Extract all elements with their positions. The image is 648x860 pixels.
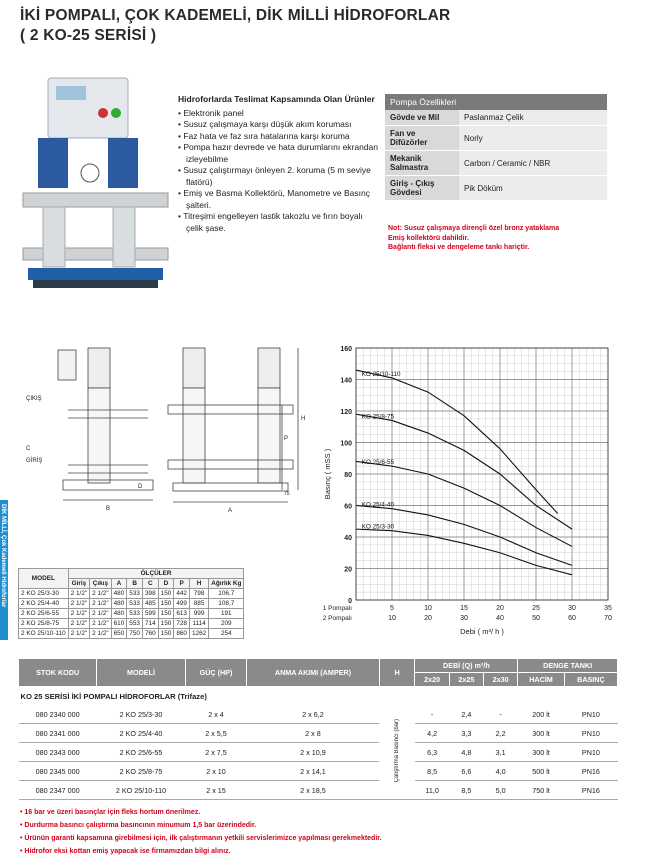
stock-cell: 8,5 <box>415 762 449 781</box>
series-label: KO 25/3-30 <box>361 523 394 531</box>
stock-cell: 6,3 <box>415 743 449 762</box>
dims-cell: 398 <box>142 589 158 599</box>
stock-cell: 080 2340 000 <box>19 705 97 724</box>
scope-item: • Titreşimi engelleyen lastik takozlu ve fırın boyalı çelik şase. <box>178 211 378 234</box>
stock-cell: 080 2345 000 <box>19 762 97 781</box>
dims-cell: 2 1/2" <box>90 609 111 619</box>
stock-cell: 3,3 <box>449 724 483 743</box>
x-tick-label-2: 50 <box>532 615 540 622</box>
dims-cell: 254 <box>209 629 244 639</box>
scope-heading: Hidroforlarda Teslimat Kapsamında Olan Ürünler <box>178 94 375 104</box>
dims-cell: 714 <box>142 619 158 629</box>
dims-cell: 108,7 <box>209 599 244 609</box>
stock-cell: 8,5 <box>449 781 483 800</box>
x-tick-label-2: 40 <box>496 615 504 622</box>
spec-value: Norly <box>459 126 607 151</box>
x-tick-label-1: 25 <box>532 605 540 612</box>
dims-cell: 860 <box>174 629 190 639</box>
page-title: İKİ POMPALI, ÇOK KADEMELİ, DİK MİLLİ HİDROFORLAR ( 2 KO-25 SERİSİ ) <box>20 7 451 44</box>
scope-item: • Emiş ve Basma Kollektörü, Manometre ve Basınç şalteri. <box>178 188 378 211</box>
stock-cell: 2 x 18,5 <box>247 781 379 800</box>
spec-key: Fan ve Difüzörler <box>385 126 459 151</box>
stock-cell: 2 x 10 <box>185 762 247 781</box>
dims-cell: 480 <box>111 589 127 599</box>
dims-model-header: MODEL <box>19 569 69 589</box>
stock-header-code: STOK KODU <box>19 659 97 687</box>
stock-vertical-label <box>379 705 415 800</box>
spec-header: Pompa Özellikleri <box>385 94 607 110</box>
stock-cell: 2 KO 25/8-75 <box>97 762 185 781</box>
dims-cell: 106,7 <box>209 589 244 599</box>
x-tick-label-2: 70 <box>604 615 612 622</box>
stock-cell: 3,1 <box>483 743 517 762</box>
stock-cell: PN10 <box>564 724 617 743</box>
stock-cell: - <box>415 705 449 724</box>
x-tick-label-1: 35 <box>604 605 612 612</box>
dims-cell: 610 <box>111 619 127 629</box>
stock-header-current: ANMA AKIMI (AMPER) <box>247 659 379 687</box>
dims-cell: 150 <box>158 619 174 629</box>
stock-header-2x30: 2x30 <box>483 673 517 687</box>
dims-group-header: ÖLÇÜLER <box>68 569 244 579</box>
dims-cell: 533 <box>127 589 143 599</box>
stock-cell: PN16 <box>564 762 617 781</box>
dims-cell: 2 1/2" <box>68 599 89 609</box>
stock-header-power: GÜÇ (HP) <box>185 659 247 687</box>
stock-cell: 200 lt <box>518 705 565 724</box>
footnote: • Durdurma basıncı çalıştırma basıncının minumum 1,5 bar üzerindedir. <box>20 822 257 829</box>
stock-cell: 2 KO 25/4-40 <box>97 724 185 743</box>
spec-key: Mekanik Salmastra <box>385 151 459 176</box>
scope-item: • Susuz çalışmaya karşı düşük akım koruması <box>178 119 378 131</box>
stock-cell: PN16 <box>564 781 617 800</box>
x-tick-label-1: 10 <box>424 605 432 612</box>
dims-cell: 209 <box>209 619 244 629</box>
dims-cell: 2 KO 25/10-110 <box>19 629 69 639</box>
stock-vertical-text: Çalıştırma Basıncı (bar) <box>394 719 401 783</box>
dims-cell: 650 <box>111 629 127 639</box>
dims-cell: 150 <box>158 609 174 619</box>
dims-cell: 553 <box>127 619 143 629</box>
label-75: 75 <box>284 491 290 497</box>
series-label: KO 25/10-110 <box>361 370 401 378</box>
x-tick-label-2: 60 <box>568 615 576 622</box>
table-row <box>19 762 618 781</box>
y-tick-label: 0 <box>348 598 352 605</box>
x-tick-label-1: 15 <box>460 605 468 612</box>
spec-key: Gövde ve Mil <box>385 110 459 126</box>
stock-header-tank: DENGE TANKI <box>518 659 618 673</box>
stock-cell: 2 x 6,2 <box>247 705 379 724</box>
stock-cell: 300 lt <box>518 724 565 743</box>
performance-chart <box>320 338 620 643</box>
stock-cell: 2 x 5,5 <box>185 724 247 743</box>
dims-col-header: P <box>174 579 190 589</box>
stock-cell: 2 KO 25/3-30 <box>97 705 185 724</box>
dims-cell: 2 1/2" <box>68 589 89 599</box>
x-tick-label-2: 30 <box>460 615 468 622</box>
label-giris: GİRİŞ <box>26 458 43 464</box>
label-C: C <box>26 446 31 452</box>
spec-value: Carbon / Ceramic / NBR <box>459 151 607 176</box>
dims-cell: 885 <box>189 599 208 609</box>
stock-cell: 300 lt <box>518 743 565 762</box>
pump-spec-table <box>385 94 607 201</box>
label-P: P <box>284 436 289 442</box>
dims-cell: 2 1/2" <box>90 619 111 629</box>
table-row <box>19 781 618 800</box>
stock-cell: 080 2343 000 <box>19 743 97 762</box>
stock-cell: 080 2341 000 <box>19 724 97 743</box>
dims-cell: 150 <box>158 599 174 609</box>
dims-cell: 798 <box>189 589 208 599</box>
dims-col-header: H <box>189 579 208 589</box>
stock-cell: 4,2 <box>415 724 449 743</box>
dims-cell: 613 <box>174 609 190 619</box>
label-B: B <box>106 506 111 512</box>
stock-cell: 5,0 <box>483 781 517 800</box>
dims-cell: 2 KO 25/6-55 <box>19 609 69 619</box>
stock-cell: 11,0 <box>415 781 449 800</box>
stock-header-model: MODELİ <box>97 659 185 687</box>
x-tick-label-2: 10 <box>388 615 396 622</box>
stock-cell: 2 KO 25/6-55 <box>97 743 185 762</box>
x-axis-1-label: 1 Pompalı <box>322 605 352 612</box>
x-tick-label-1: 20 <box>496 605 504 612</box>
stock-header-2x25: 2x25 <box>449 673 483 687</box>
dims-cell: 2 1/2" <box>68 609 89 619</box>
dims-cell: 599 <box>142 609 158 619</box>
dims-cell: 150 <box>158 589 174 599</box>
dims-cell: 480 <box>111 609 127 619</box>
dims-cell: 2 KO 25/3-30 <box>19 589 69 599</box>
table-row <box>19 705 618 724</box>
table-row <box>19 599 244 609</box>
y-tick-label: 80 <box>344 472 352 479</box>
series-label: KO 25/6-55 <box>361 459 394 467</box>
table-row <box>19 629 244 639</box>
stock-series-title: KO 25 SERİSİ İKİ POMPALI HİDROFORLAR (Trifaze) <box>20 691 207 701</box>
spec-key: Giriş - Çıkış Gövdesi <box>385 176 459 201</box>
y-tick-label: 20 <box>344 566 352 574</box>
dims-cell: 2 1/2" <box>68 619 89 629</box>
stock-header-2x20: 2x20 <box>415 673 449 687</box>
stock-cell: - <box>483 705 517 724</box>
stock-cell: 2 x 10,9 <box>247 743 379 762</box>
dims-cell: 533 <box>127 599 143 609</box>
dims-col-header: D <box>158 579 174 589</box>
dims-col-header: A <box>111 579 127 589</box>
stock-cell: 080 2347 000 <box>19 781 97 800</box>
dims-cell: 533 <box>127 609 143 619</box>
dims-cell: 191 <box>209 609 244 619</box>
dims-col-header: Ağırlık Kg <box>209 579 244 589</box>
dims-cell: 1262 <box>189 629 208 639</box>
dims-cell: 2 KO 25/8-75 <box>19 619 69 629</box>
y-tick-label: 60 <box>344 503 352 511</box>
stock-cell: PN10 <box>564 743 617 762</box>
table-row <box>19 724 618 743</box>
dimensions-table <box>18 568 244 639</box>
series-label: KO 25/4-40 <box>361 501 394 509</box>
y-tick-label: 140 <box>340 377 352 385</box>
footnotes <box>20 806 620 858</box>
series-label: KO 25/8-75 <box>361 413 394 421</box>
dims-cell: 2 1/2" <box>90 629 111 639</box>
delivery-scope <box>178 94 378 234</box>
table-row <box>19 609 244 619</box>
dims-col-header: B <box>127 579 143 589</box>
stock-cell: 2 x 4 <box>185 705 247 724</box>
stock-header-h: H <box>379 659 415 687</box>
label-cikis: ÇIKIŞ <box>26 396 42 402</box>
technical-drawing <box>18 340 318 520</box>
x-tick-label-1: 30 <box>568 605 576 612</box>
dims-cell: 728 <box>174 619 190 629</box>
stock-cell: 2 x 15 <box>185 781 247 800</box>
stock-cell: 2 x 8 <box>247 724 379 743</box>
stock-table <box>18 658 618 800</box>
label-H: H <box>301 416 306 422</box>
dims-cell: 480 <box>111 599 127 609</box>
stock-cell: 4,8 <box>449 743 483 762</box>
dims-col-header: C <box>142 579 158 589</box>
stock-cell: 4,0 <box>483 762 517 781</box>
stock-cell: 2,2 <box>483 724 517 743</box>
spec-value: Pik Döküm <box>459 176 607 201</box>
y-axis-title: Basınç ( mSS ) <box>323 448 332 500</box>
y-tick-label: 100 <box>340 440 352 448</box>
stock-cell: 6,6 <box>449 762 483 781</box>
table-row <box>19 619 244 629</box>
y-tick-label: 120 <box>340 409 352 416</box>
stock-header-pressure: BASINÇ <box>564 673 617 687</box>
footnote: • Hidrofor eksi kottan emiş yapacak ise firmamızdan bilgi alınız. <box>20 848 231 855</box>
side-tab: DİK MİLLİ, Çok Kademeli Hidroforlar <box>0 500 8 640</box>
x-axis-title: Debi ( m³/ h ) <box>460 627 504 636</box>
stock-header-flow: DEBİ (Q) m³/h <box>415 659 518 673</box>
stock-cell: PN10 <box>564 705 617 724</box>
dims-cell: 2 1/2" <box>90 589 111 599</box>
scope-item: • Faz hata ve faz sıra hatalarına karşı koruma <box>178 131 378 143</box>
dims-cell: 485 <box>142 599 158 609</box>
stock-header-volume: HACİM <box>518 673 565 687</box>
dims-cell: 150 <box>158 629 174 639</box>
stock-cell: 2 x 7,5 <box>185 743 247 762</box>
table-row <box>19 589 244 599</box>
dims-cell: 1114 <box>189 619 208 629</box>
x-axis-2-label: 2 Pompalı <box>322 615 352 622</box>
y-tick-label: 160 <box>340 346 352 353</box>
dims-cell: 2 1/2" <box>90 599 111 609</box>
dims-cell: 999 <box>189 609 208 619</box>
scope-item: • Pompa hazır devrede ve hata durumlarını ekrandan izleyebilme <box>178 142 378 165</box>
stock-cell: 2 KO 25/10-110 <box>97 781 185 800</box>
red-note: Not: Susuz çalışmaya dirençli özel bronz yataklama Emiş kollektörü dahildir. Bağlantı fleksi ve dengeleme tankı hariçtir. <box>388 225 560 251</box>
stock-cell: 2,4 <box>449 705 483 724</box>
x-tick-label-1: 5 <box>390 605 394 612</box>
label-A: A <box>228 508 233 514</box>
stock-cell: 2 x 14,1 <box>247 762 379 781</box>
dims-cell: 442 <box>174 589 190 599</box>
spec-value: Paslanmaz Çelik <box>459 110 607 126</box>
y-tick-label: 40 <box>344 535 352 542</box>
stock-cell: 750 lt <box>518 781 565 800</box>
dims-cell: 2 1/2" <box>68 629 89 639</box>
dims-col-header: Çıkış <box>90 579 111 589</box>
footnote: • Ürünün garanti kapsamına girebilmesi için, ilk çalıştırmanın yetkili servislerimizce yapılması gerekmektedir. <box>20 835 382 842</box>
dims-cell: 750 <box>127 629 143 639</box>
scope-item: • Elektronik panel <box>178 108 378 120</box>
dims-col-header: Giriş <box>68 579 89 589</box>
scope-item: • Susuz çalıştırmayı önleyen 2. koruma (5 m seviye flatörü) <box>178 165 378 188</box>
dims-cell: 499 <box>174 599 190 609</box>
stock-cell: 500 lt <box>518 762 565 781</box>
footnote: • 16 bar ve üzeri basınçlar için fleks hortum önerilmez. <box>20 809 201 816</box>
product-photo <box>18 68 173 293</box>
dims-cell: 760 <box>142 629 158 639</box>
table-row <box>19 743 618 762</box>
x-tick-label-2: 20 <box>424 615 432 622</box>
dims-cell: 2 KO 25/4-40 <box>19 599 69 609</box>
label-D: D <box>138 484 143 490</box>
